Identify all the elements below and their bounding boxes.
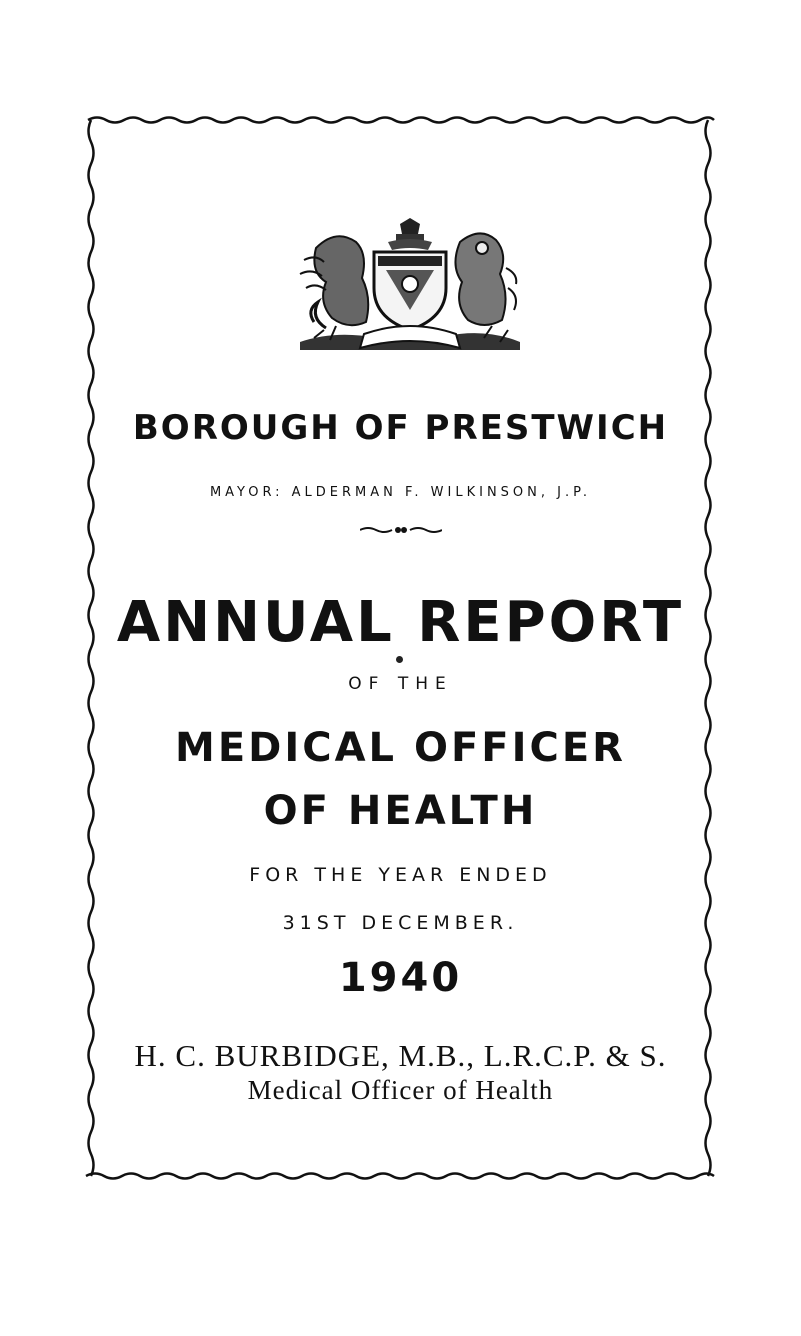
mayor-line: MAYOR: ALDERMAN F. WILKINSON, J.P. — [209, 485, 592, 500]
report-year: 1940 — [338, 955, 463, 1001]
of-the-line: OF THE — [348, 674, 453, 694]
borough-crest-icon — [296, 218, 524, 358]
author-name: H. C. BURBIDGE, M.B., L.R.C.P. & S. — [134, 1038, 667, 1073]
period-line: FOR THE YEAR ENDED — [249, 864, 552, 886]
medical-officer-line: MEDICAL OFFICER — [175, 725, 626, 771]
period-date-line: 31ST DECEMBER. — [282, 912, 519, 934]
border-bottom — [86, 1174, 714, 1179]
author-role: Medical Officer of Health — [247, 1075, 554, 1105]
borough-title: BOROUGH OF PRESTWICH — [132, 408, 669, 448]
report-title: ANNUAL REPORT — [116, 590, 685, 655]
title-dot — [396, 656, 403, 663]
border-top — [88, 118, 714, 123]
divider-ornament-icon — [360, 524, 442, 536]
of-health-line: OF HEALTH — [263, 788, 538, 834]
